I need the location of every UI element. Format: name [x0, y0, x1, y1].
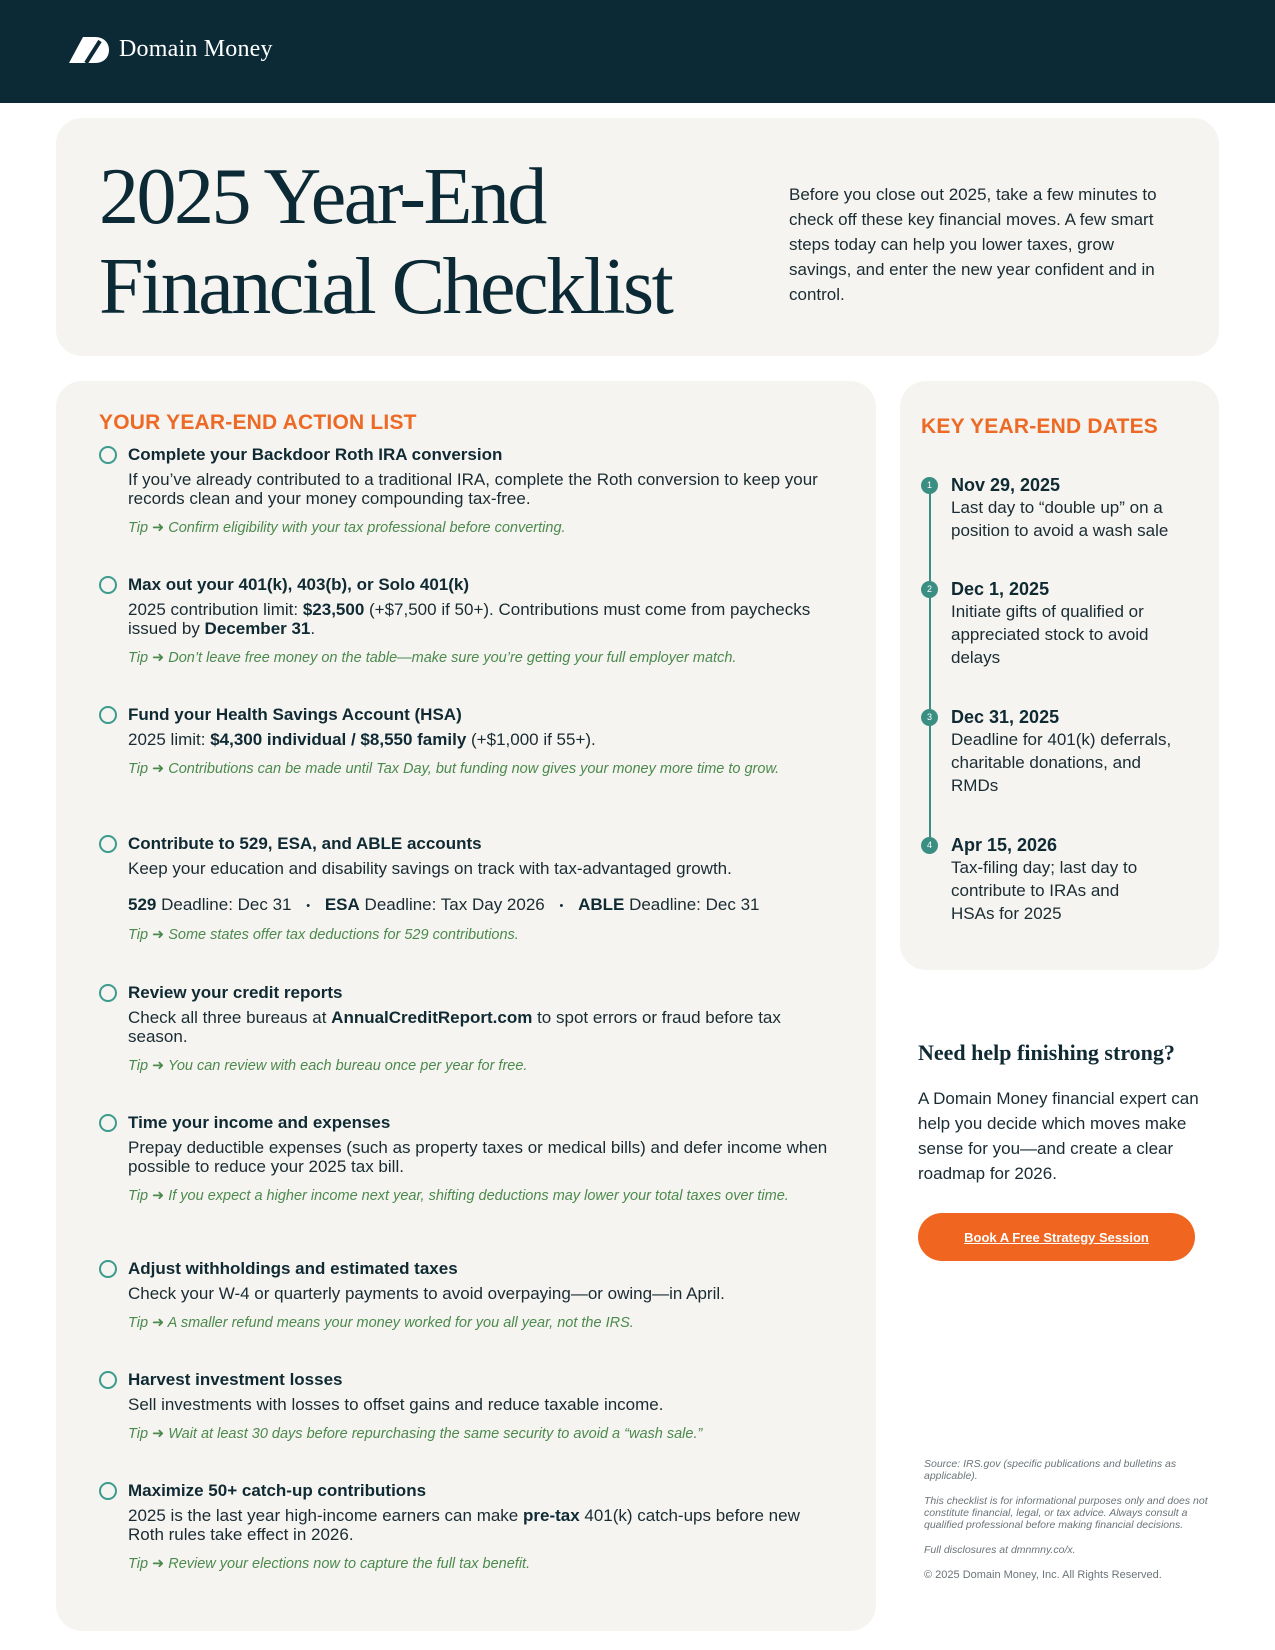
deadline-text: Deadline: Tax Day 2026: [359, 895, 545, 914]
action-description: [128, 730, 828, 749]
help-section: [918, 1040, 1218, 1186]
domain-money-logo-icon: [69, 37, 109, 63]
checkbox-circle-icon[interactable]: [99, 576, 117, 594]
action-item: [99, 1112, 839, 1205]
action-item: [99, 1258, 839, 1332]
action-list-card: [56, 381, 876, 1631]
action-tip: Tip ➜ A smaller refund means your money worked for you all year, not the IRS.: [128, 1315, 634, 1331]
key-dates-heading: KEY YEAR-END DATES: [921, 415, 1158, 438]
action-title: Time your income and expenses: [128, 1113, 391, 1132]
top-bar: [0, 0, 1275, 103]
separator-dot: •: [306, 899, 311, 912]
action-description: [128, 1506, 828, 1544]
desc-text: 2025 contribution limit:: [128, 600, 303, 619]
hero-card: [56, 118, 1219, 356]
desc-text: 401(k) catch-ups before new Roth rules take effect in 2026.: [128, 1506, 800, 1544]
brand-name: Domain Money: [119, 36, 273, 62]
deadline-label: ABLE: [578, 895, 625, 914]
action-description: [128, 600, 828, 638]
desc-text: .: [310, 619, 316, 638]
intro-text: Before you close out 2025, take a few minutes to check off these key financial moves. A few smart steps today can help you lower taxes, grow savings, and enter the new year confident and in control.: [789, 185, 1157, 304]
desc-text: (+$1,000 if 55+).: [466, 730, 596, 749]
checkbox-circle-icon[interactable]: [99, 984, 117, 1002]
disclosures-link[interactable]: Full disclosures at dmnmny.co/x.: [924, 1544, 1076, 1556]
action-description: Sell investments with losses to offset gains and reduce taxable income.: [128, 1395, 664, 1414]
checkbox-circle-icon[interactable]: [99, 1114, 117, 1132]
action-tip: Tip ➜ Don’t leave free money on the table—make sure you’re getting your full employer match.: [128, 650, 737, 666]
action-title: Complete your Backdoor Roth IRA conversion: [128, 445, 503, 464]
checkbox-circle-icon[interactable]: [99, 1371, 117, 1389]
key-dates-card: [900, 381, 1219, 970]
date-description: Tax-filing day; last day to contribute to IRAs and HSAs for 2025: [951, 858, 1138, 923]
action-title: Fund your Health Savings Account (HSA): [128, 705, 462, 724]
help-body: A Domain Money financial expert can help you decide which moves make sense for you—and create a clear roadmap for 2026.: [918, 1089, 1199, 1183]
brand[interactable]: [69, 36, 273, 63]
action-title: Harvest investment losses: [128, 1370, 343, 1389]
deadline-label: 529: [128, 895, 157, 914]
checkbox-circle-icon[interactable]: [99, 446, 117, 464]
action-title: Adjust withholdings and estimated taxes: [128, 1259, 458, 1278]
action-description: Keep your education and disability savings on track with tax-advantaged growth.: [128, 859, 732, 878]
date-label: Nov 29, 2025: [951, 475, 1061, 495]
date-label: Dec 31, 2025: [951, 707, 1060, 727]
timeline-item: [921, 578, 1191, 669]
copyright: © 2025 Domain Money, Inc. All Rights Reserved.: [924, 1569, 1162, 1581]
checkbox-circle-icon[interactable]: [99, 706, 117, 724]
desc-text: to spot errors or fraud before tax season.: [128, 1008, 781, 1046]
page-title: [99, 152, 671, 332]
help-title: Need help finishing strong?: [918, 1040, 1175, 1065]
deadline-text: Deadline: Dec 31: [156, 895, 292, 914]
source-note: Source: IRS.gov (specific publications and bulletins as applicable).: [924, 1458, 1177, 1482]
action-item: [99, 982, 839, 1075]
action-item: [99, 833, 839, 944]
action-tip: Tip ➜ Confirm eligibility with your tax professional before converting.: [128, 520, 566, 536]
action-item: [99, 444, 839, 537]
separator-dot: •: [559, 899, 564, 912]
checkbox-circle-icon[interactable]: [99, 1482, 117, 1500]
desc-bold: $23,500: [302, 600, 365, 619]
action-tip: Tip ➜ Review your elections now to capture the full tax benefit.: [128, 1556, 531, 1572]
action-tip: Tip ➜ You can review with each bureau once per year for free.: [128, 1058, 528, 1074]
date-description: Last day to “double up” on a position to avoid a wash sale: [951, 498, 1169, 540]
disclaimer: This checklist is for informational purposes only and does not constitute financial, legal, or tax advice. Always consult a qualified professional before making financial decisions.: [924, 1495, 1208, 1531]
action-title: Max out your 401(k), 403(b), or Solo 401(k): [128, 575, 470, 594]
step-number-badge: 3: [921, 709, 938, 726]
action-description: Prepay deductible expenses (such as property taxes or medical bills) and defer income when possible to reduce your 2025 tax bill.: [128, 1138, 828, 1176]
desc-text: Check all three bureaus at: [128, 1008, 332, 1027]
action-tip: Tip ➜ If you expect a higher income next year, shifting deductions may lower your total taxes over time.: [128, 1188, 789, 1204]
action-tip: Tip ➜ Wait at least 30 days before repurchasing the same security to avoid a “wash sale.”: [128, 1426, 703, 1442]
action-item: [99, 1480, 839, 1573]
date-label: Dec 1, 2025: [951, 579, 1050, 599]
step-number-badge: 4: [921, 837, 938, 854]
date-label: Apr 15, 2026: [951, 835, 1058, 855]
action-description: Check your W-4 or quarterly payments to avoid overpaying—or owing—in April.: [128, 1284, 725, 1303]
action-title: Review your credit reports: [128, 983, 343, 1002]
desc-text: 2025 is the last year high-income earners can make: [128, 1506, 523, 1525]
timeline-item: [921, 706, 1191, 797]
action-description: If you’ve already contributed to a traditional IRA, complete the Roth conversion to keep your records clean and your money compounding tax-free.: [128, 470, 818, 508]
deadline-label: ESA: [324, 895, 360, 914]
credit-report-link[interactable]: AnnualCreditReport.com: [331, 1008, 533, 1027]
action-title: Contribute to 529, ESA, and ABLE accounts: [128, 834, 482, 853]
action-title: Maximize 50+ catch-up contributions: [128, 1481, 427, 1500]
action-list-heading: YOUR YEAR-END ACTION LIST: [99, 411, 417, 434]
desc-text: (+$7,500 if 50+). Contributions must come from paychecks issued by: [128, 600, 811, 638]
step-number-badge: 1: [921, 477, 938, 494]
desc-bold: $4,300 individual / $8,550 family: [210, 730, 467, 749]
date-description: Initiate gifts of qualified or appreciated stock to avoid delays: [951, 602, 1149, 667]
checkbox-circle-icon[interactable]: [99, 835, 117, 853]
checkbox-circle-icon[interactable]: [99, 1260, 117, 1278]
title-line-1: 2025 Year-End: [99, 153, 545, 241]
step-number-badge: 2: [921, 581, 938, 598]
title-line-2: Financial Checklist: [99, 243, 672, 331]
timeline-item: [921, 474, 1191, 542]
desc-bold: pre-tax: [522, 1506, 580, 1525]
date-description: Deadline for 401(k) deferrals, charitable donations, and RMDs: [951, 730, 1172, 795]
account-deadlines: [128, 895, 839, 915]
action-tip: Tip ➜ Some states offer tax deductions for 529 contributions.: [128, 927, 519, 943]
action-item: [99, 704, 839, 778]
action-item: [99, 574, 839, 667]
deadline-text: Deadline: Dec 31: [624, 895, 760, 914]
timeline-item: [921, 834, 1191, 925]
book-strategy-session-button[interactable]: Book A Free Strategy Session: [918, 1213, 1195, 1261]
desc-bold: December 31: [204, 619, 311, 638]
action-description: [128, 1008, 828, 1046]
action-tip: Tip ➜ Contributions can be made until Tax Day, but funding now gives your money more time to grow.: [128, 761, 780, 777]
footer: [924, 1458, 1224, 1594]
action-item: [99, 1369, 839, 1443]
desc-text: 2025 limit:: [128, 730, 211, 749]
